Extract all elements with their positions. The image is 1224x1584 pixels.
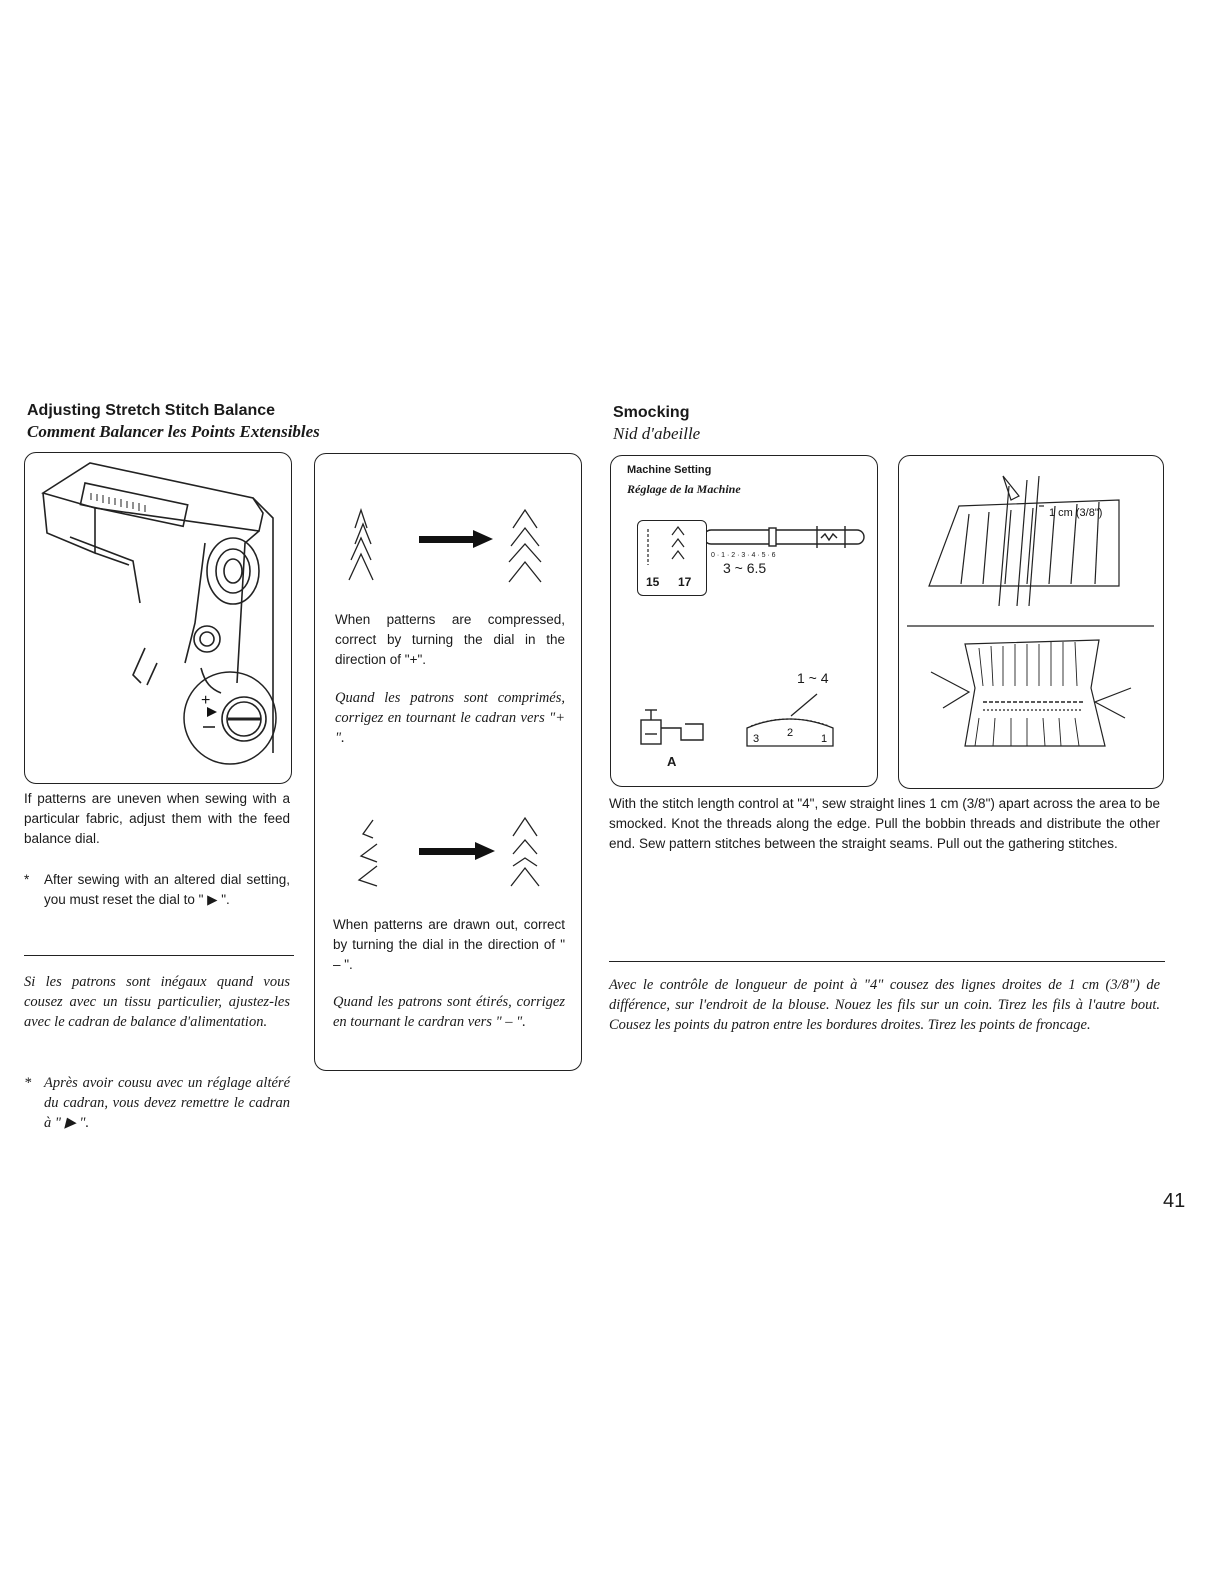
pattern-correction-panel	[314, 453, 582, 1071]
dial-plus-label: +	[201, 692, 211, 709]
compressed-pattern-diagram	[333, 498, 563, 588]
drawn-text-en: When patterns are drawn out, correct by turning the dial in the direction of " – ".	[333, 917, 565, 972]
smocking-body-en: With the stitch length control at "4", sew straight lines 1 cm (3/8") apart across the area to be smocked. Knot the threads along the edge. Pull the bobbin threads and distribute the other end. Sew pattern stitches between the straight seams. Pull out the gathering stitches.	[609, 796, 1160, 851]
pattern-selector	[637, 520, 707, 596]
section-title-fr: Comment Balancer les Points Extensibles	[27, 422, 320, 441]
dial-number: 3	[753, 733, 760, 745]
length-scale: 0 · 1 · 2 · 3 · 4 · 5 · 6	[711, 552, 776, 559]
note-text: Après avoir cousu avec un réglage altéré du cadran, vous devez remettre le cadran à " ▶ ".	[44, 1075, 290, 1131]
length-range: 3 ~ 6.5	[723, 560, 767, 576]
machine-setting-panel	[610, 455, 878, 787]
compressed-text-fr: Quand les patrons sont comprimés, corrigez en tournant le cadran vers "+ ".	[335, 690, 565, 746]
measure-label: 1 cm (3/8")	[1049, 507, 1103, 519]
divider	[24, 955, 294, 956]
note-star: *	[24, 872, 30, 887]
reset-note-fr	[24, 1073, 290, 1133]
machine-setting-title: Machine Setting	[627, 464, 712, 476]
width-dial	[739, 690, 839, 754]
smocking-fabric-illustration	[899, 456, 1161, 786]
drawn-text-fr: Quand les patrons sont étirés, corrigez en tournant le cardran vers " – ".	[333, 994, 565, 1030]
pattern-stitch-icon	[638, 521, 704, 571]
intro-fr: Si les patrons sont inégaux quand vous cousez avec un tissu particulier, ajustez-les avec le cadran de balance d'alimentation.	[24, 974, 290, 1030]
smocking-title-en: Smocking	[613, 404, 690, 421]
dial-number: 1	[821, 733, 828, 745]
smocking-title-fr: Nid d'abeille	[613, 424, 701, 443]
intro-en: If patterns are uneven when sewing with a particular fabric, adjust them with the feed balance dial.	[24, 791, 290, 846]
pattern-num-15: 15	[646, 575, 660, 589]
section-title-en: Adjusting Stretch Stitch Balance	[27, 402, 276, 419]
machine-setting-title-fr: Réglage de la Machine	[627, 482, 741, 496]
note-text: After sewing with an altered dial setting, you must reset the dial to " ▶ ".	[44, 872, 290, 907]
page-number: 41	[1163, 1190, 1186, 1212]
smocking-illustration-panel	[898, 455, 1164, 789]
compressed-text-en: When patterns are compressed, correct by turning the dial in the direction of "+".	[335, 612, 565, 667]
divider	[609, 961, 1165, 962]
sewing-machine-illustration	[25, 453, 290, 782]
dial-number: 2	[787, 727, 794, 739]
pattern-num-17: 17	[678, 575, 692, 589]
presser-foot-icon	[637, 706, 709, 750]
stitch-length-slider	[707, 522, 867, 552]
drawn-out-pattern-diagram	[333, 810, 563, 890]
machine-illustration-panel	[24, 452, 292, 784]
reset-note-en	[24, 870, 290, 910]
smocking-body-fr: Avec le contrôle de longueur de point à "4" cousez des lignes droites de 1 cm (3/8") de différence, sur l'endroit de la blouse. Nouez les fils sur un coin. Tirez les fils à l'autre bout. Cousez les points du patron entre les bordures droites. Tirez les points de froncage.	[609, 977, 1160, 1033]
note-star: *	[24, 1075, 32, 1091]
width-range: 1 ~ 4	[797, 670, 829, 686]
foot-label: A	[667, 754, 677, 769]
